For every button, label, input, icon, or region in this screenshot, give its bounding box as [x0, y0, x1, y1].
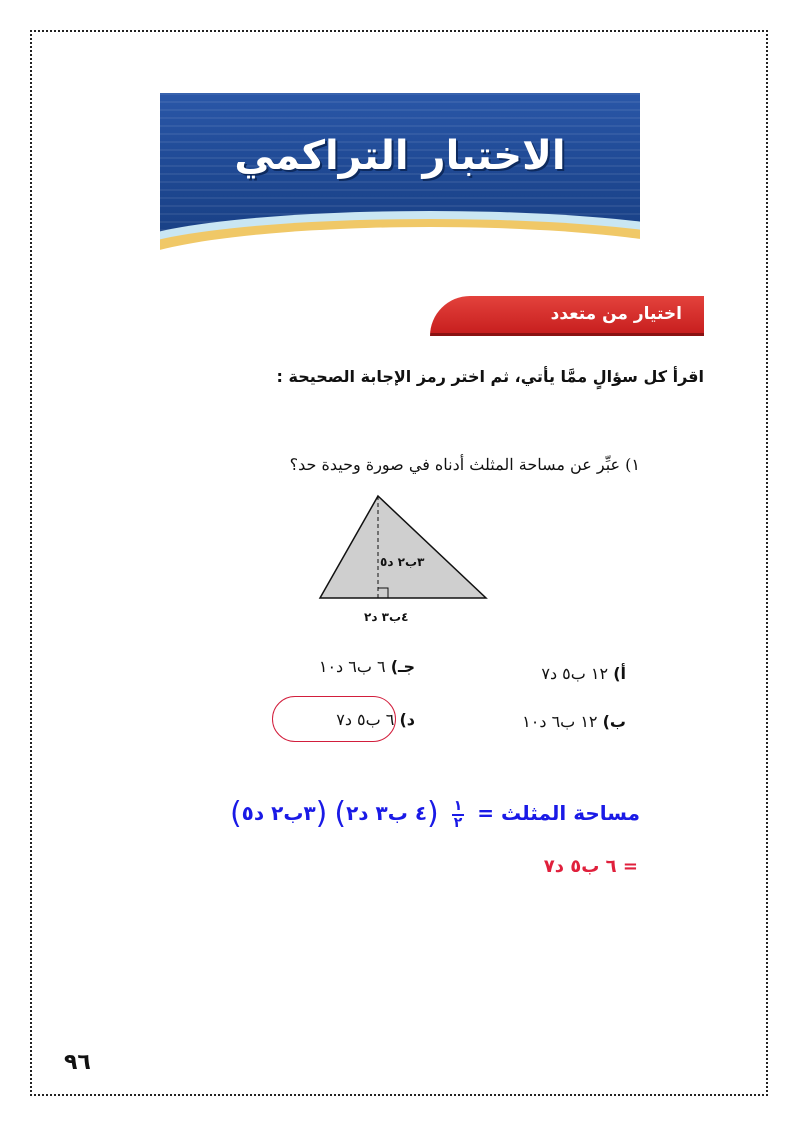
triangle-height-label: ٣ب٢ د٥ — [380, 555, 425, 569]
triangle-figure — [316, 492, 490, 604]
option-c-letter: جـ) — [390, 657, 415, 676]
option-b-letter: ب) — [602, 712, 626, 731]
selected-answer-circle — [272, 696, 396, 742]
option-c-value: ٦ ب٦ د١٠ — [318, 657, 386, 676]
solution-factor-2: ٣ب٢ د٥ — [241, 801, 316, 825]
question-1-text: ١) عبِّر عن مساحة المثلث أدناه في صورة وحيدة حد؟ — [289, 455, 640, 474]
solution-equals: = — [477, 801, 494, 825]
solution-result: = ٦ ب٥ د٧ — [543, 856, 638, 877]
solution-line-1: مساحة المثلث = $\frac{١}{٢}$ (٤ ب٣ د٢) (٣ب٢ د٥) — [229, 796, 640, 831]
chapter-banner — [160, 93, 640, 261]
triangle-base-label: ٤ب٣ د٢ — [364, 610, 409, 624]
option-a[interactable] — [541, 664, 626, 683]
option-c[interactable] — [319, 657, 415, 676]
fraction-numerator: ١ — [453, 797, 463, 814]
solution-label: مساحة المثلث — [500, 801, 640, 825]
option-a-value: ١٢ ب٥ د٧ — [541, 664, 609, 683]
solution-factor-1: ٤ ب٣ د٢ — [346, 801, 428, 825]
section-tab — [430, 296, 704, 336]
option-d-letter: د) — [399, 710, 415, 729]
page-number: ٩٦ — [64, 1050, 91, 1075]
fraction-denominator: ٢ — [453, 814, 463, 831]
option-d-value: ٦ ب٥ د٧ — [336, 710, 395, 729]
option-b[interactable] — [522, 712, 626, 731]
triangle-shape — [320, 496, 486, 598]
instruction-text: اقرأ كل سؤالٍ ممَّا يأتي، ثم اختر رمز الإجابة الصحيحة : — [276, 367, 704, 386]
banner-title: الاختبار التراكمي — [234, 133, 566, 179]
option-b-value: ١٢ ب٦ د١٠ — [522, 712, 598, 731]
section-label: اختيار من متعدد — [550, 304, 682, 324]
option-a-letter: أ) — [613, 664, 626, 683]
solution-fraction — [452, 799, 465, 831]
